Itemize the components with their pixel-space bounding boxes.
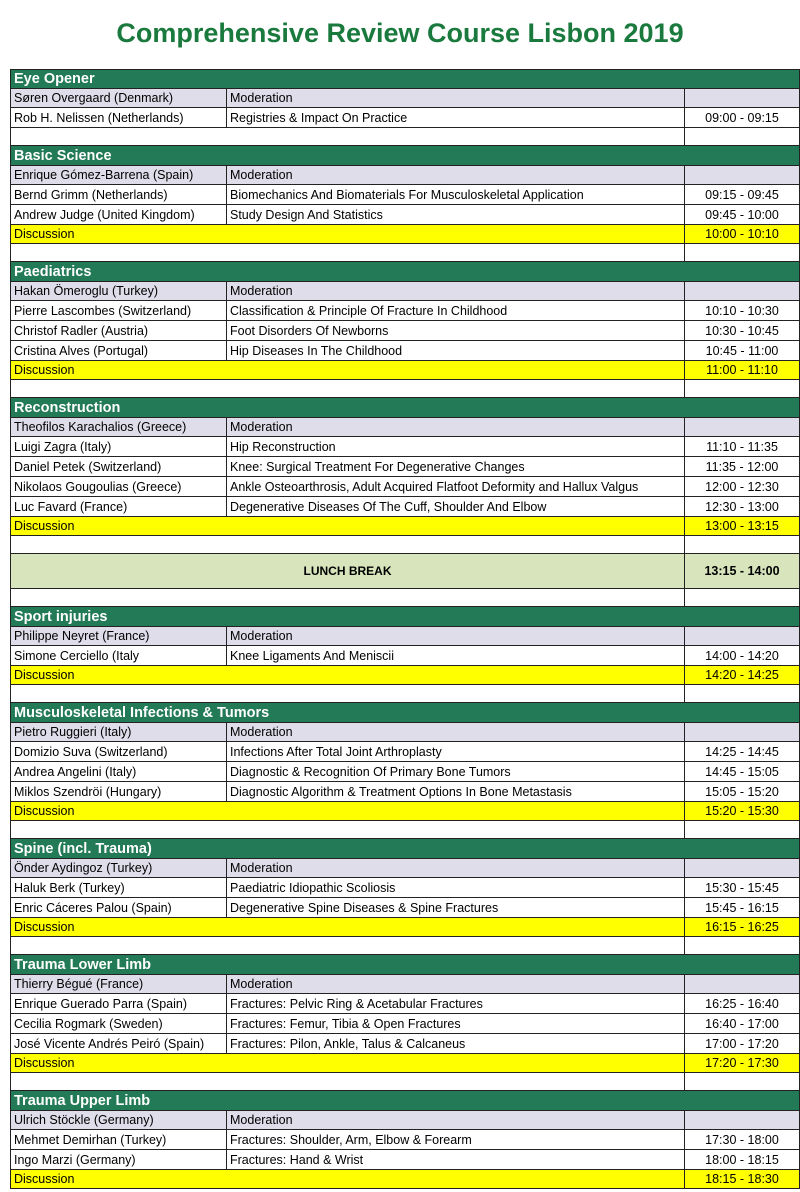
discussion-row — [10, 225, 800, 244]
moderation-label: Moderation — [227, 1111, 685, 1129]
discussion-row — [10, 517, 800, 536]
talk-topic: Registries & Impact On Practice — [227, 108, 685, 127]
moderation-row — [10, 859, 800, 878]
talk-topic: Study Design And Statistics — [227, 205, 685, 224]
moderator-name: Philippe Neyret (France) — [11, 627, 227, 645]
speaker-name: Rob H. Nelissen (Netherlands) — [11, 108, 227, 127]
spacer-row — [10, 821, 800, 839]
discussion-row — [10, 918, 800, 937]
talk-row — [10, 457, 800, 477]
speaker-name: Enric Cáceres Palou (Spain) — [11, 898, 227, 917]
talk-topic: Paediatric Idiopathic Scoliosis — [227, 878, 685, 897]
discussion-row — [10, 802, 800, 821]
speaker-name: Andrea Angelini (Italy) — [11, 762, 227, 781]
moderator-name: Önder Aydingoz (Turkey) — [11, 859, 227, 877]
talk-topic: Hip Reconstruction — [227, 437, 685, 456]
discussion-row — [10, 1170, 800, 1189]
talk-time: 17:00 - 17:20 — [705, 1036, 779, 1051]
speaker-name: Cristina Alves (Portugal) — [11, 341, 227, 360]
talk-row — [10, 878, 800, 898]
spacer-cell — [11, 128, 685, 145]
moderator-name: Søren Overgaard (Denmark) — [11, 89, 227, 107]
section-header — [10, 703, 800, 723]
spacer-row — [10, 536, 800, 554]
speaker-name: Mehmet Demirhan (Turkey) — [11, 1130, 227, 1149]
speaker-name: Christof Radler (Austria) — [11, 321, 227, 340]
discussion-time: 13:00 - 13:15 — [705, 519, 779, 533]
moderator-name: Theofilos Karachalios (Greece) — [11, 418, 227, 436]
talk-topic: Knee Ligaments And Meniscii — [227, 646, 685, 665]
moderation-label: Moderation — [227, 859, 685, 877]
section-header — [10, 1091, 800, 1111]
moderation-row — [10, 418, 800, 437]
talk-time: 12:30 - 13:00 — [705, 499, 779, 514]
spacer-row — [10, 685, 800, 703]
spacer-row — [10, 128, 800, 146]
talk-topic: Ankle Osteoarthrosis, Adult Acquired Flatfoot Deformity and Hallux Valgus — [227, 477, 685, 496]
talk-row — [10, 646, 800, 666]
talk-time: 09:00 - 09:15 — [705, 110, 779, 125]
talk-time: 16:40 - 17:00 — [705, 1016, 779, 1031]
talk-topic: Fractures: Pelvic Ring & Acetabular Fractures — [227, 994, 685, 1013]
talk-time: 11:35 - 12:00 — [705, 459, 779, 474]
section-title: Spine (incl. Trauma) — [14, 840, 152, 857]
moderation-label: Moderation — [227, 282, 685, 300]
schedule-table — [10, 69, 800, 1189]
talk-topic: Fractures: Shoulder, Arm, Elbow & Forearm — [227, 1130, 685, 1149]
moderator-name: Thierry Bégué (France) — [11, 975, 227, 993]
talk-row — [10, 994, 800, 1014]
moderation-label: Moderation — [227, 89, 685, 107]
speaker-name: Enrique Guerado Parra (Spain) — [11, 994, 227, 1013]
speaker-name: Andrew Judge (United Kingdom) — [11, 205, 227, 224]
moderation-label: Moderation — [227, 418, 685, 436]
spacer-row — [10, 937, 800, 955]
section-header — [10, 955, 800, 975]
talk-time: 09:45 - 10:00 — [705, 207, 779, 222]
talk-topic: Classification & Principle Of Fracture In Childhood — [227, 301, 685, 320]
section-title: Eye Opener — [14, 71, 95, 87]
section-title: Trauma Upper Limb — [14, 1092, 151, 1109]
speaker-name: Simone Cerciello (Italy — [11, 646, 227, 665]
talk-time: 10:30 - 10:45 — [705, 323, 779, 338]
discussion-label: Discussion — [11, 517, 685, 535]
talk-topic: Fractures: Hand & Wrist — [227, 1150, 685, 1169]
moderator-name: Pietro Ruggieri (Italy) — [11, 723, 227, 741]
talk-row — [10, 782, 800, 802]
lunch-break-label: LUNCH BREAK — [11, 554, 685, 588]
moderation-row — [10, 89, 800, 108]
page-title: Comprehensive Review Course Lisbon 2019 — [116, 18, 684, 48]
section-title: Musculoskeletal Infections & Tumors — [14, 704, 270, 721]
section-header — [10, 839, 800, 859]
spacer-cell — [11, 821, 685, 838]
spacer-cell — [11, 685, 685, 702]
spacer-row — [10, 589, 800, 607]
talk-time: 14:25 - 14:45 — [705, 744, 779, 759]
speaker-name: Luigi Zagra (Italy) — [11, 437, 227, 456]
talk-time: 15:30 - 15:45 — [705, 880, 779, 895]
talk-topic: Degenerative Diseases Of The Cuff, Shoulder And Elbow — [227, 497, 685, 516]
lunch-break-row — [10, 554, 800, 589]
talk-row — [10, 1130, 800, 1150]
section-header — [10, 607, 800, 627]
talk-row — [10, 205, 800, 225]
section-title: Sport injuries — [14, 608, 108, 625]
speaker-name: Cecilia Rogmark (Sweden) — [11, 1014, 227, 1033]
section-title: Trauma Lower Limb — [14, 956, 151, 973]
spacer-cell — [11, 1073, 685, 1090]
moderation-row — [10, 723, 800, 742]
talk-time: 10:45 - 11:00 — [705, 343, 779, 358]
talk-topic: Infections After Total Joint Arthroplasty — [227, 742, 685, 761]
lunch-break-time: 13:15 - 14:00 — [704, 564, 780, 578]
spacer-row — [10, 380, 800, 398]
talk-time: 12:00 - 12:30 — [705, 479, 779, 494]
section-header — [10, 146, 800, 166]
talk-time: 11:10 - 11:35 — [706, 439, 778, 454]
discussion-label: Discussion — [11, 361, 685, 379]
discussion-time: 16:15 - 16:25 — [705, 920, 779, 934]
talk-row — [10, 1014, 800, 1034]
speaker-name: Domizio Suva (Switzerland) — [11, 742, 227, 761]
moderation-label: Moderation — [227, 166, 685, 184]
speaker-name: Miklos Szendröi (Hungary) — [11, 782, 227, 801]
discussion-row — [10, 361, 800, 380]
spacer-row — [10, 244, 800, 262]
speaker-name: Pierre Lascombes (Switzerland) — [11, 301, 227, 320]
talk-row — [10, 341, 800, 361]
talk-row — [10, 497, 800, 517]
discussion-label: Discussion — [11, 225, 685, 243]
discussion-time: 14:20 - 14:25 — [705, 668, 779, 682]
discussion-label: Discussion — [11, 1170, 685, 1188]
talk-time: 14:45 - 15:05 — [705, 764, 779, 779]
talk-topic: Fractures: Pilon, Ankle, Talus & Calcaneus — [227, 1034, 685, 1053]
spacer-cell — [11, 589, 685, 606]
talk-topic: Knee: Surgical Treatment For Degenerative Changes — [227, 457, 685, 476]
talk-row — [10, 301, 800, 321]
spacer-cell — [11, 244, 685, 261]
talk-topic: Fractures: Femur, Tibia & Open Fractures — [227, 1014, 685, 1033]
section-header — [10, 262, 800, 282]
talk-row — [10, 437, 800, 457]
moderation-row — [10, 282, 800, 301]
talk-time: 15:05 - 15:20 — [705, 784, 779, 799]
moderator-name: Enrique Gómez-Barrena (Spain) — [11, 166, 227, 184]
moderation-label: Moderation — [227, 723, 685, 741]
moderator-name: Ulrich Stöckle (Germany) — [11, 1111, 227, 1129]
speaker-name: José Vicente Andrés Peiró (Spain) — [11, 1034, 227, 1053]
section-title: Basic Science — [14, 147, 112, 164]
spacer-cell — [11, 536, 685, 553]
speaker-name: Luc Favard (France) — [11, 497, 227, 516]
talk-topic: Foot Disorders Of Newborns — [227, 321, 685, 340]
talk-row — [10, 108, 800, 128]
talk-row — [10, 1034, 800, 1054]
spacer-cell — [11, 380, 685, 397]
speaker-name: Nikolaos Gougoulias (Greece) — [11, 477, 227, 496]
talk-topic: Diagnostic & Recognition Of Primary Bone Tumors — [227, 762, 685, 781]
speaker-name: Ingo Marzi (Germany) — [11, 1150, 227, 1169]
moderation-label: Moderation — [227, 627, 685, 645]
moderation-row — [10, 975, 800, 994]
talk-time: 10:10 - 10:30 — [705, 303, 779, 318]
discussion-label: Discussion — [11, 666, 685, 684]
discussion-time: 10:00 - 10:10 — [705, 227, 779, 241]
talk-row — [10, 1150, 800, 1170]
discussion-row — [10, 1054, 800, 1073]
speaker-name: Bernd Grimm (Netherlands) — [11, 185, 227, 204]
moderation-row — [10, 1111, 800, 1130]
moderator-name: Hakan Ömeroglu (Turkey) — [11, 282, 227, 300]
discussion-label: Discussion — [11, 802, 685, 820]
talk-row — [10, 185, 800, 205]
moderation-row — [10, 627, 800, 646]
talk-time: 18:00 - 18:15 — [705, 1152, 779, 1167]
talk-row — [10, 762, 800, 782]
talk-topic: Degenerative Spine Diseases & Spine Fractures — [227, 898, 685, 917]
discussion-row — [10, 666, 800, 685]
moderation-label: Moderation — [227, 975, 685, 993]
speaker-name: Daniel Petek (Switzerland) — [11, 457, 227, 476]
talk-topic: Diagnostic Algorithm & Treatment Options In Bone Metastasis — [227, 782, 685, 801]
discussion-time: 11:00 - 11:10 — [706, 363, 778, 377]
talk-row — [10, 477, 800, 497]
section-header — [10, 69, 800, 89]
discussion-time: 18:15 - 18:30 — [705, 1172, 779, 1186]
talk-time: 15:45 - 16:15 — [705, 900, 779, 915]
talk-time: 17:30 - 18:00 — [705, 1132, 779, 1147]
discussion-time: 17:20 - 17:30 — [705, 1056, 779, 1070]
talk-topic: Hip Diseases In The Childhood — [227, 341, 685, 360]
moderation-row — [10, 166, 800, 185]
section-title: Reconstruction — [14, 399, 121, 416]
talk-row — [10, 321, 800, 341]
spacer-cell — [11, 937, 685, 954]
talk-time: 09:15 - 09:45 — [705, 187, 779, 202]
talk-row — [10, 898, 800, 918]
spacer-row — [10, 1073, 800, 1091]
discussion-label: Discussion — [11, 1054, 685, 1072]
section-header — [10, 398, 800, 418]
talk-topic: Biomechanics And Biomaterials For Musculoskeletal Application — [227, 185, 685, 204]
section-title: Paediatrics — [14, 263, 92, 280]
talk-row — [10, 742, 800, 762]
discussion-label: Discussion — [11, 918, 685, 936]
talk-time: 14:00 - 14:20 — [705, 648, 779, 663]
talk-time: 16:25 - 16:40 — [705, 996, 779, 1011]
speaker-name: Haluk Berk (Turkey) — [11, 878, 227, 897]
discussion-time: 15:20 - 15:30 — [705, 804, 779, 818]
